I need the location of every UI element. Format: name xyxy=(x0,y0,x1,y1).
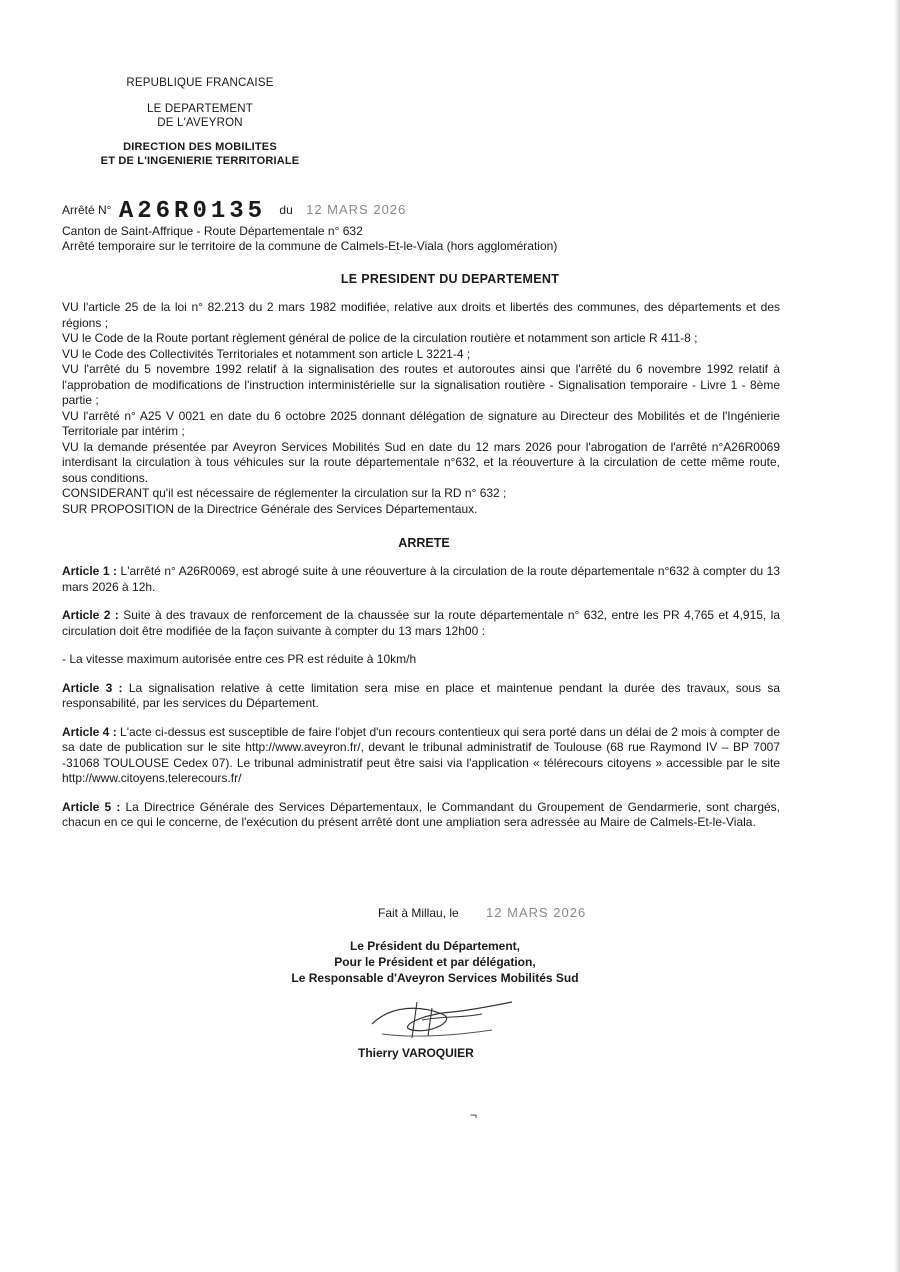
direction-line-1: DIRECTION DES MOBILITES xyxy=(123,141,277,153)
article-2-label: Article 2 : xyxy=(62,608,119,622)
department-name xyxy=(90,102,310,130)
date-stamp: 12 MARS 2026 xyxy=(306,202,407,217)
place-date-line xyxy=(378,905,586,920)
handwritten-signature xyxy=(362,994,522,1044)
consideration-item: VU le Code de la Route portant règlement général de police de la circulation routière et notamment son article R 411-8 ; xyxy=(62,331,698,345)
arrete-subject-block xyxy=(62,224,557,254)
canton-line: Canton de Saint-Affrique - Route Départementale n° 632 xyxy=(62,224,363,238)
speed-limit-line: - La vitesse maximum autorisée entre ces PR est réduite à 10km/h xyxy=(62,652,417,666)
article-3-label: Article 3 : xyxy=(62,680,123,695)
department-line-2: DE L'AVEYRON xyxy=(157,117,243,129)
article-2-text: Suite à des travaux de renforcement de la chaussée sur la route départementale n° 632, entre les PR 4,765 et 4,915, la circulation doit être modifiée de la façon suivante à compter du 13 mars 12h00 : xyxy=(62,608,780,638)
article-4-text: L'acte ci-dessus est susceptible de faire l'objet d'un recours contentieux qui sera porté dans un délai de 2 mois à compter de sa date de publication sur le site http://www.aveyron.fr/, devant le tribunal administratif de Toulouse (68 rue Raymond IV – BP 7007 -31068 TOULOUSE Cedex 07). Le tribunal administratif peut être saisi via l'application « télérecours citoyens » accessible par le site http://www.citoyens.telerecours.fr/ xyxy=(62,724,781,785)
article-1-label: Article 1 : xyxy=(62,564,118,578)
consideration-item: CONSIDERANT qu'il est nécessaire de réglementer la circulation sur la RD n° 632 ; xyxy=(62,486,507,500)
arrete-number: A26R0135 xyxy=(118,198,267,225)
articles-block xyxy=(62,564,780,844)
scan-mark: ¬ xyxy=(470,1108,478,1122)
article-5-text: La Directrice Générale des Services Départementaux, le Commandant du Groupement de Gendarmerie, sont chargés, chacun en ce qui le concerne, de l'exécution du présent arrêté dont une ampliation sera adressée au Maire de Calmels-Et-le-Viala. xyxy=(62,799,781,829)
signatory-line-1: Le Président du Département, xyxy=(349,939,521,953)
scan-edge xyxy=(894,0,900,1272)
article-1 xyxy=(62,564,780,595)
arrete-number-line xyxy=(62,198,762,225)
subject-line: Arrêté temporaire sur le territoire de la commune de Calmels-Et-le-Viala (hors agglomération) xyxy=(62,239,558,253)
article-4-label: Article 4 : xyxy=(62,724,117,739)
signatory-block xyxy=(240,938,630,986)
consideration-item: VU l'arrêté du 5 novembre 1992 relatif à la signalisation des routes et autoroutes ainsi que l'arrêté du 6 novembre 1992 relatif à l'approbation de modifications de l'instruction interministérielle sur la signalisation routière - Signalisation temporaire - Livre 1 - 8ème partie ; xyxy=(62,362,780,407)
consideration-item: VU l'article 25 de la loi n° 82.213 du 2 mars 1982 modifiée, relative aux droits et libertés des communes, des départements et des régions ; xyxy=(62,300,780,330)
article-3-text: La signalisation relative à cette limitation sera mise en place et maintenue pendant la durée des travaux, sous sa responsabilité, par les services du Département. xyxy=(62,680,780,710)
consideration-item: VU le Code des Collectivités Territoriales et notamment son article L 3221-4 ; xyxy=(62,346,471,361)
arrete-prefix: Arrêté N° xyxy=(62,203,112,217)
direction-name xyxy=(90,140,310,168)
article-5 xyxy=(62,800,780,831)
article-4 xyxy=(62,725,780,787)
letterhead xyxy=(90,76,310,168)
article-2 xyxy=(62,608,780,639)
closing-date-stamp: 12 MARS 2026 xyxy=(486,905,587,920)
fait-label: Fait à Millau, le xyxy=(378,906,459,920)
president-title: LE PRESIDENT DU DEPARTEMENT xyxy=(340,272,560,286)
signer-name: Thierry VAROQUIER xyxy=(358,1046,474,1060)
consideration-item: VU la demande présentée par Aveyron Services Mobilités Sud en date du 12 mars 2026 pour l'abrogation de l'arrêté n°A26R0069 interdisant la circulation à tous véhicules sur la route départementale n°632, et la réouverture à la circulation de cette même route, sous conditions. xyxy=(62,439,780,485)
consideration-item: SUR PROPOSITION de la Directrice Générale des Services Départementaux. xyxy=(62,501,478,516)
signatory-line-3: Le Responsable d'Aveyron Services Mobilités Sud xyxy=(291,971,579,985)
article-1-text: L'arrêté n° A26R0069, est abrogé suite à une réouverture à la circulation de la route départementale n°632 à compter du 13 mars 2026 à 12h. xyxy=(62,564,781,594)
department-line-1: LE DEPARTEMENT xyxy=(147,103,253,115)
republic-label: REPUBLIQUE FRANCAISE xyxy=(126,77,274,89)
arrete-title: ARRETE xyxy=(398,536,450,550)
consideration-item: VU l'arrêté n° A25 V 0021 en date du 6 octobre 2025 donnant délégation de signature au Directeur des Mobilités et de l'Ingénierie Territoriale par intérim ; xyxy=(62,408,780,438)
considerations-block xyxy=(62,300,780,517)
arrete-du: du xyxy=(279,203,293,217)
direction-line-2: ET DE L'INGENIERIE TERRITORIALE xyxy=(100,155,300,167)
signatory-line-2: Pour le Président et par délégation, xyxy=(334,955,536,969)
article-5-label: Article 5 : xyxy=(62,799,121,814)
article-3 xyxy=(62,681,780,712)
